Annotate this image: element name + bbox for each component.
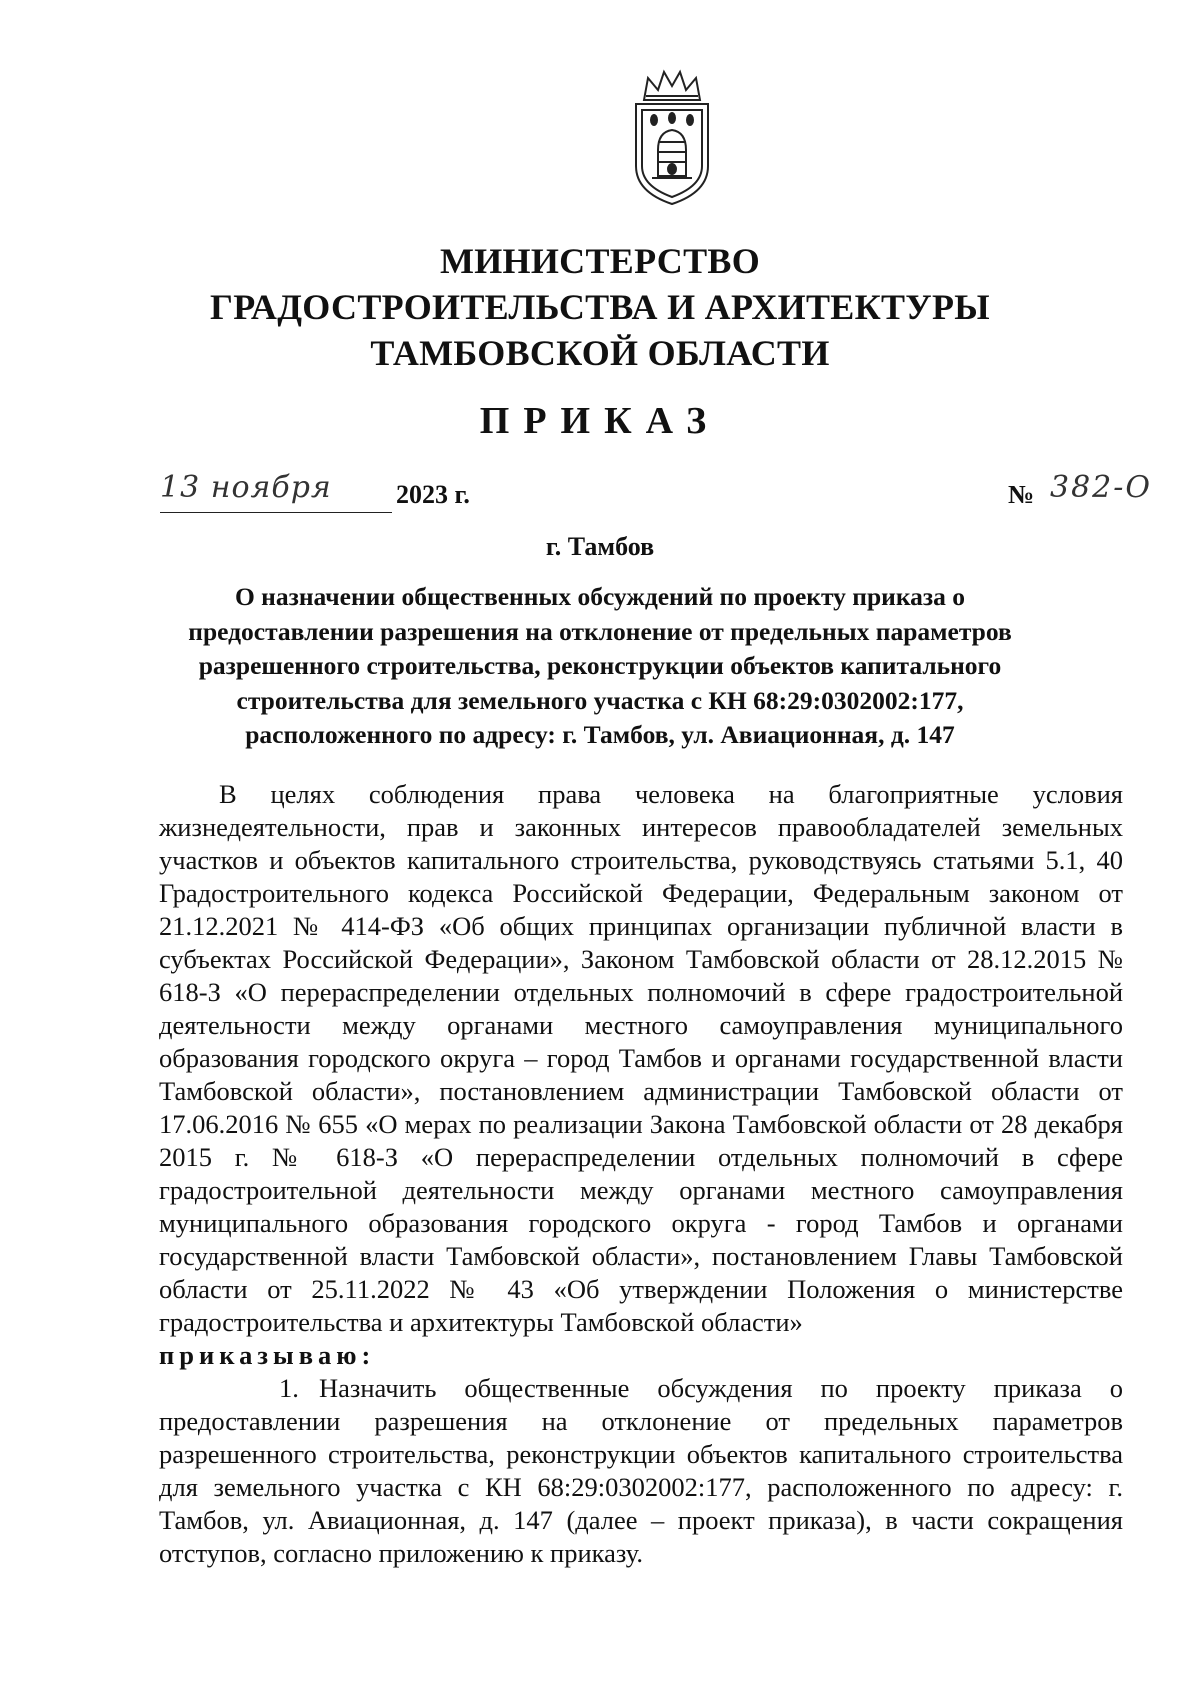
- handwritten-date: 13 ноября: [160, 470, 332, 505]
- order-paragraph: [159, 1339, 1123, 1372]
- order-word: приказываю:: [159, 1340, 376, 1370]
- preamble-paragraph: В целях соблюдения права человека на благоприятные условия жизнедеятельности, прав и законных интересов правообладателей земельных участков и объектов капитального строительства, руководствуясь статьями 5.1, 40 Градостроительного кодекса Российской Федерации, Федеральным законом от 21.12.2021 № 414-ФЗ «Об общих принципах организации публичной власти в субъектах Российской Федерации», Законом Тамбовской области от 28.12.2015 № 618-З «О перераспределении отдельных полномочий в сфере градостроительной деятельности между органами местного самоуправления муниципального образования городского округа – город Тамбов и органами государственной власти Тамбовской области», постановлением администрации Тамбовской области от 17.06.2016 № 655 «О мерах по реализации Закона Тамбовской области от 28 декабря 2015 г. № 618-З «О перераспределении отдельных полномочий в сфере градостроительной деятельности между органами местного самоуправления муниципального образования городского округа - город Тамбов и органами государственной власти Тамбовской области», постановлением Главы Тамбовской области от 25.11.2022 № 43 «Об утверждении Положения о министерстве градостроительства и архитектуры Тамбовской области»: [159, 779, 1123, 1337]
- ministry-line-2: ГРАДОСТРОИТЕЛЬСТВА И АРХИТЕКТУРЫ: [210, 287, 990, 327]
- date-underline: [160, 512, 392, 513]
- handwritten-number: 382-О: [1050, 470, 1152, 505]
- document-title: [170, 580, 1030, 753]
- title-line: предоставлении разрешения на отклонение от предельных параметров: [188, 616, 1012, 646]
- item-1-number: 1.: [279, 1373, 299, 1403]
- ministry-name: [150, 238, 1050, 376]
- item-1-text: Назначить общественные обсуждения по проекту приказа о предоставлении разрешения на отклонение от предельных параметров разрешенного строительства, реконструкции объектов капитального строительства для земельного участка с КН 68:29:0302002:177, расположенного по адресу: г. Тамбов, ул. Авиационная, д. 147 (далее – проект приказа), в части сокращения отступов, согласно приложению к приказу.: [159, 1373, 1123, 1568]
- number-label: №: [1008, 480, 1035, 509]
- coat-of-arms-icon: [614, 66, 730, 210]
- document-body: [159, 778, 1123, 1570]
- item-1-paragraph: [159, 1372, 1123, 1570]
- title-line: строительства для земельного участка с КН 68:29:0302002:177,: [236, 685, 964, 715]
- city: г. Тамбов: [545, 532, 655, 561]
- date-number-row: [160, 470, 1190, 516]
- document-type: ПРИКАЗ: [479, 400, 721, 442]
- title-line: разрешенного строительства, реконструкции объектов капитального: [198, 651, 1002, 680]
- ministry-line-1: МИНИСТЕРСТВО: [439, 241, 761, 281]
- ministry-line-3: ТАМБОВСКОЙ ОБЛАСТИ: [370, 333, 830, 373]
- date-year: 2023 г.: [396, 480, 470, 509]
- title-line: расположенного по адресу: г. Тамбов, ул. Авиационная, д. 147: [245, 720, 955, 749]
- title-line: О назначении общественных обсуждений по проекту приказа о: [234, 582, 966, 611]
